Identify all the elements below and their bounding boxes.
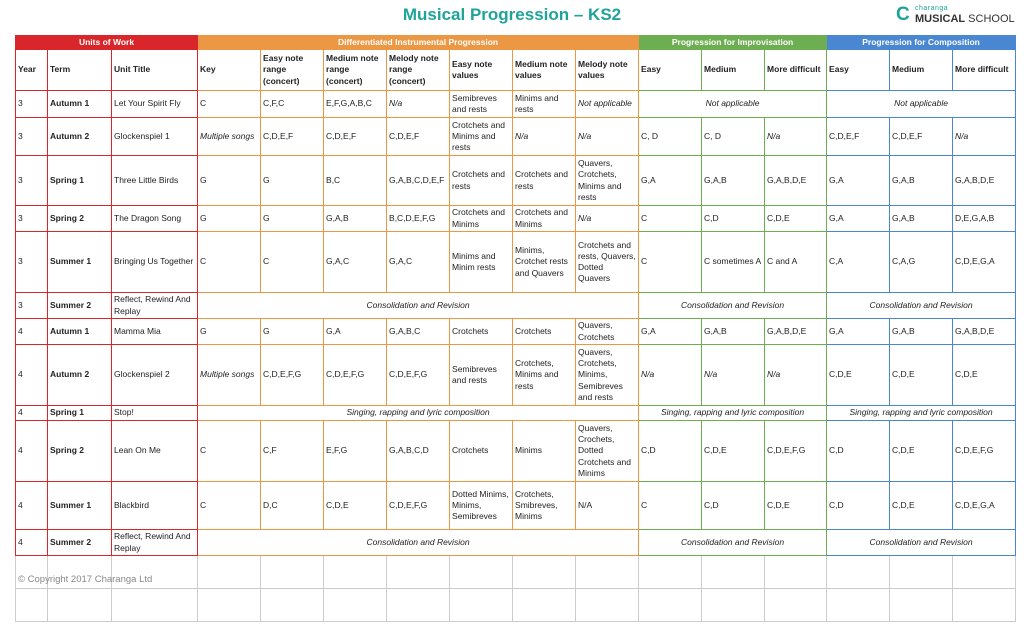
improvisation-cell: C,D,E xyxy=(765,482,827,530)
instrumental-cell: Multiple songs xyxy=(198,345,261,406)
column-header: Easy note range (concert) xyxy=(261,50,324,91)
column-header: Melody note values xyxy=(576,50,639,91)
composition-cell: C,D xyxy=(827,421,890,482)
improvisation-cell: N/a xyxy=(702,345,765,406)
instrumental-cell: C,F,C xyxy=(261,91,324,118)
instrumental-cell: C xyxy=(198,421,261,482)
logo-school: MUSICAL SCHOOL xyxy=(915,13,1015,25)
year-cell: 4 xyxy=(16,406,48,421)
empty-cell xyxy=(765,556,827,589)
improvisation-cell: C, D xyxy=(639,118,702,156)
instrumental-cell: N/a xyxy=(576,118,639,156)
instrumental-cell: Dotted Minims, Minims, Semibreves xyxy=(450,482,513,530)
empty-cell xyxy=(765,589,827,622)
improvisation-cell: C sometimes A xyxy=(702,232,765,293)
improvisation-cell: C,D xyxy=(702,482,765,530)
instrumental-cell: E,F,G,A,B,C xyxy=(324,91,387,118)
composition-cell: C,D,E xyxy=(890,345,953,406)
improvisation-merged-cell: Consolidation and Revision xyxy=(639,293,827,319)
table-row xyxy=(16,118,1016,156)
table-row xyxy=(16,319,1016,345)
instrumental-cell: Multiple songs xyxy=(198,118,261,156)
composition-merged-cell: Not applicable xyxy=(827,91,1016,118)
column-header: Medium xyxy=(702,50,765,91)
table-row xyxy=(16,156,1016,206)
instrumental-cell: Minims and Minim rests xyxy=(450,232,513,293)
logo-brand: charanga xyxy=(915,5,949,12)
composition-cell: C,D,E xyxy=(890,482,953,530)
year-cell: 3 xyxy=(16,206,48,232)
improvisation-cell: N/a xyxy=(765,118,827,156)
instrumental-cell: Quavers, Crotchets, Minims, Semibreves and rests xyxy=(576,345,639,406)
unit-title-cell: Three Little Birds xyxy=(112,156,198,206)
table-row xyxy=(16,293,1016,319)
empty-cell xyxy=(639,556,702,589)
instrumental-cell: Crotchets and Minims xyxy=(513,206,576,232)
instrumental-cell: Crotchets and rests xyxy=(513,156,576,206)
improvisation-cell: C xyxy=(639,206,702,232)
improvisation-cell: C,D,E,F,G xyxy=(765,421,827,482)
band-units-of-work: Units of Work xyxy=(16,36,198,50)
column-header: Easy xyxy=(827,50,890,91)
instrumental-cell: G,A,B,C,D xyxy=(387,421,450,482)
instrumental-cell: Crotchets xyxy=(450,319,513,345)
instrumental-cell: C xyxy=(261,232,324,293)
composition-cell: C,D,E,F xyxy=(890,118,953,156)
column-header: Easy xyxy=(639,50,702,91)
year-cell: 3 xyxy=(16,118,48,156)
composition-cell: G,A,B xyxy=(890,156,953,206)
empty-cell xyxy=(261,589,324,622)
column-header-row xyxy=(16,50,1016,91)
instrumental-merged-cell: Singing, rapping and lyric composition xyxy=(198,406,639,421)
composition-cell: C,D,E xyxy=(827,345,890,406)
term-cell: Spring 2 xyxy=(48,206,112,232)
term-cell: Spring 2 xyxy=(48,421,112,482)
instrumental-cell: C xyxy=(198,482,261,530)
instrumental-cell: Quavers, Crochets, Dotted Crotchets and Minims xyxy=(576,421,639,482)
instrumental-cell: Quavers, Crotchets xyxy=(576,319,639,345)
improvisation-cell: G,A xyxy=(639,156,702,206)
empty-cell xyxy=(576,556,639,589)
empty-cell xyxy=(702,589,765,622)
year-cell: 3 xyxy=(16,293,48,319)
page-title: Musical Progression – KS2 xyxy=(402,5,622,24)
column-header: Term xyxy=(48,50,112,91)
empty-cell xyxy=(324,556,387,589)
term-cell: Autumn 2 xyxy=(48,345,112,406)
logo-mark-icon: C xyxy=(896,4,910,25)
unit-title-cell: The Dragon Song xyxy=(112,206,198,232)
improvisation-cell: C xyxy=(639,232,702,293)
composition-merged-cell: Consolidation and Revision xyxy=(827,530,1016,556)
unit-title-cell: Glockenspiel 1 xyxy=(112,118,198,156)
unit-title-cell: Glockenspiel 2 xyxy=(112,345,198,406)
instrumental-cell: G,A,B,C xyxy=(387,319,450,345)
instrumental-cell: G xyxy=(198,156,261,206)
table-row xyxy=(16,232,1016,293)
term-cell: Summer 1 xyxy=(48,482,112,530)
empty-cell xyxy=(513,556,576,589)
composition-cell: C,D,E,G,A xyxy=(953,482,1016,530)
term-cell: Summer 2 xyxy=(48,530,112,556)
improvisation-cell: G,A,B xyxy=(702,156,765,206)
instrumental-cell: G,A,B xyxy=(324,206,387,232)
composition-cell: C,D,E,F,G xyxy=(953,421,1016,482)
empty-row xyxy=(16,589,1016,622)
improvisation-cell: C, D xyxy=(702,118,765,156)
instrumental-merged-cell: Consolidation and Revision xyxy=(198,293,639,319)
column-header: Melody note range (concert) xyxy=(387,50,450,91)
column-header: More difficult xyxy=(953,50,1016,91)
improvisation-cell: G,A,B,D,E xyxy=(765,319,827,345)
improvisation-cell: C,D xyxy=(702,206,765,232)
instrumental-cell: Minims, Crotchet rests and Quavers xyxy=(513,232,576,293)
improvisation-cell: G,A,B xyxy=(702,319,765,345)
composition-cell: D,E,G,A,B xyxy=(953,206,1016,232)
instrumental-cell: B,C,D,E,F,G xyxy=(387,206,450,232)
instrumental-cell: Crotchets xyxy=(450,421,513,482)
instrumental-cell: D,C xyxy=(261,482,324,530)
term-cell: Autumn 1 xyxy=(48,91,112,118)
instrumental-cell: N/a xyxy=(576,206,639,232)
instrumental-cell: Minims and rests xyxy=(513,91,576,118)
improvisation-cell: G,A xyxy=(639,319,702,345)
improvisation-merged-cell: Consolidation and Revision xyxy=(639,530,827,556)
table-row xyxy=(16,530,1016,556)
table-row xyxy=(16,421,1016,482)
instrumental-cell: E,F,G xyxy=(324,421,387,482)
instrumental-cell: Crotchets and rests, Quavers, Dotted Quavers xyxy=(576,232,639,293)
composition-cell: C,A xyxy=(827,232,890,293)
term-cell: Spring 1 xyxy=(48,406,112,421)
instrumental-cell: C,D,E,F,G xyxy=(261,345,324,406)
empty-cell xyxy=(639,589,702,622)
composition-cell: G,A xyxy=(827,156,890,206)
unit-title-cell: Bringing Us Together xyxy=(112,232,198,293)
column-header: Medium note values xyxy=(513,50,576,91)
instrumental-merged-cell: Consolidation and Revision xyxy=(198,530,639,556)
band-instrumental: Differentiated Instrumental Progression xyxy=(198,36,639,50)
instrumental-cell: C,D,E,F,G xyxy=(387,345,450,406)
instrumental-cell: C,D,E,F xyxy=(261,118,324,156)
instrumental-cell: C,F xyxy=(261,421,324,482)
year-cell: 3 xyxy=(16,91,48,118)
instrumental-cell: G xyxy=(198,319,261,345)
instrumental-cell: C xyxy=(198,232,261,293)
composition-cell: C,D,E,G,A xyxy=(953,232,1016,293)
progression-table xyxy=(15,35,1016,622)
instrumental-cell: G,A xyxy=(324,319,387,345)
composition-merged-cell: Singing, rapping and lyric composition xyxy=(827,406,1016,421)
improvisation-cell: C,D xyxy=(639,421,702,482)
improvisation-cell: N/a xyxy=(639,345,702,406)
empty-cell xyxy=(450,589,513,622)
instrumental-cell: Crotchets, Smibreves, Minims xyxy=(513,482,576,530)
column-header: Medium xyxy=(890,50,953,91)
instrumental-cell: Quavers, Crotchets, Minims and rests xyxy=(576,156,639,206)
instrumental-cell: C xyxy=(198,91,261,118)
composition-cell: C,D,E xyxy=(953,345,1016,406)
composition-cell: G,A,B,D,E xyxy=(953,156,1016,206)
empty-cell xyxy=(827,556,890,589)
improvisation-cell: N/a xyxy=(765,345,827,406)
instrumental-cell: Crotchets and rests xyxy=(450,156,513,206)
empty-cell xyxy=(576,589,639,622)
unit-title-cell: Stop! xyxy=(112,406,198,421)
improvisation-merged-cell: Singing, rapping and lyric composition xyxy=(639,406,827,421)
instrumental-cell: C,D,E xyxy=(324,482,387,530)
year-cell: 3 xyxy=(16,156,48,206)
composition-cell: G,A xyxy=(827,206,890,232)
improvisation-cell: C,D,E xyxy=(702,421,765,482)
composition-cell: C,A,G xyxy=(890,232,953,293)
improvisation-merged-cell: Not applicable xyxy=(639,91,827,118)
column-header: Key xyxy=(198,50,261,91)
unit-title-cell: Mamma Mia xyxy=(112,319,198,345)
empty-cell xyxy=(324,589,387,622)
improvisation-cell: C and A xyxy=(765,232,827,293)
instrumental-cell: Not applicable xyxy=(576,91,639,118)
empty-cell xyxy=(890,589,953,622)
column-header: More difficult xyxy=(765,50,827,91)
empty-cell xyxy=(953,589,1016,622)
term-cell: Summer 1 xyxy=(48,232,112,293)
instrumental-cell: G,A,C xyxy=(324,232,387,293)
unit-title-cell: Blackbird xyxy=(112,482,198,530)
instrumental-cell: G xyxy=(198,206,261,232)
instrumental-cell: G xyxy=(261,206,324,232)
year-cell: 3 xyxy=(16,232,48,293)
empty-cell xyxy=(198,556,261,589)
instrumental-cell: G,A,B,C,D,E,F xyxy=(387,156,450,206)
table-row xyxy=(16,91,1016,118)
instrumental-cell: Crotchets and Minims xyxy=(450,206,513,232)
year-cell: 4 xyxy=(16,421,48,482)
term-cell: Autumn 1 xyxy=(48,319,112,345)
copyright-notice: © Copyright 2017 Charanga Ltd xyxy=(18,574,153,585)
table-row xyxy=(16,345,1016,406)
composition-cell: C,D xyxy=(827,482,890,530)
instrumental-cell: Crotchets xyxy=(513,319,576,345)
instrumental-cell: C,D,E,F,G xyxy=(324,345,387,406)
band-improvisation: Progression for Improvisation xyxy=(639,36,827,50)
composition-cell: G,A,B xyxy=(890,319,953,345)
instrumental-cell: Minims xyxy=(513,421,576,482)
instrumental-cell: N/A xyxy=(576,482,639,530)
empty-cell xyxy=(702,556,765,589)
table-row xyxy=(16,206,1016,232)
empty-row xyxy=(16,556,1016,589)
instrumental-cell: C,D,E,F xyxy=(387,118,450,156)
empty-cell xyxy=(48,589,112,622)
column-header: Easy note values xyxy=(450,50,513,91)
composition-cell: G,A xyxy=(827,319,890,345)
table-row xyxy=(16,482,1016,530)
section-band-row xyxy=(16,36,1016,50)
table-row xyxy=(16,406,1016,421)
term-cell: Summer 2 xyxy=(48,293,112,319)
instrumental-cell: G xyxy=(261,156,324,206)
empty-cell xyxy=(450,556,513,589)
empty-cell xyxy=(890,556,953,589)
column-header: Year xyxy=(16,50,48,91)
improvisation-cell: C,D,E xyxy=(765,206,827,232)
unit-title-cell: Lean On Me xyxy=(112,421,198,482)
empty-cell xyxy=(261,556,324,589)
instrumental-cell: G xyxy=(261,319,324,345)
empty-cell xyxy=(387,589,450,622)
empty-cell xyxy=(827,589,890,622)
empty-cell xyxy=(387,556,450,589)
charanga-logo xyxy=(896,5,1014,27)
column-header: Medium note range (concert) xyxy=(324,50,387,91)
unit-title-cell: Reflect, Rewind And Replay xyxy=(112,530,198,556)
composition-cell: C,D,E xyxy=(890,421,953,482)
year-cell: 4 xyxy=(16,530,48,556)
instrumental-cell: N/a xyxy=(387,91,450,118)
instrumental-cell: Semibreves and rests xyxy=(450,91,513,118)
year-cell: 4 xyxy=(16,345,48,406)
empty-cell xyxy=(953,556,1016,589)
composition-cell: C,D,E,F xyxy=(827,118,890,156)
composition-cell: N/a xyxy=(953,118,1016,156)
unit-title-cell: Let Your Spirit Fly xyxy=(112,91,198,118)
empty-cell xyxy=(16,589,48,622)
year-cell: 4 xyxy=(16,482,48,530)
term-cell: Autumn 2 xyxy=(48,118,112,156)
unit-title-cell: Reflect, Rewind And Replay xyxy=(112,293,198,319)
composition-merged-cell: Consolidation and Revision xyxy=(827,293,1016,319)
improvisation-cell: C xyxy=(639,482,702,530)
improvisation-cell: G,A,B,D,E xyxy=(765,156,827,206)
instrumental-cell: Semibreves and rests xyxy=(450,345,513,406)
instrumental-cell: Crotchets, Minims and rests xyxy=(513,345,576,406)
instrumental-cell: C,D,E,F xyxy=(324,118,387,156)
empty-cell xyxy=(513,589,576,622)
table-body xyxy=(16,91,1016,622)
empty-cell xyxy=(112,589,198,622)
composition-cell: G,A,B,D,E xyxy=(953,319,1016,345)
instrumental-cell: C,D,E,F,G xyxy=(387,482,450,530)
band-composition: Progression for Composition xyxy=(827,36,1016,50)
instrumental-cell: Crotchets and Minims and rests xyxy=(450,118,513,156)
instrumental-cell: G,A,C xyxy=(387,232,450,293)
empty-cell xyxy=(198,589,261,622)
instrumental-cell: N/a xyxy=(513,118,576,156)
term-cell: Spring 1 xyxy=(48,156,112,206)
year-cell: 4 xyxy=(16,319,48,345)
instrumental-cell: B,C xyxy=(324,156,387,206)
column-header: Unit Title xyxy=(112,50,198,91)
composition-cell: G,A,B xyxy=(890,206,953,232)
